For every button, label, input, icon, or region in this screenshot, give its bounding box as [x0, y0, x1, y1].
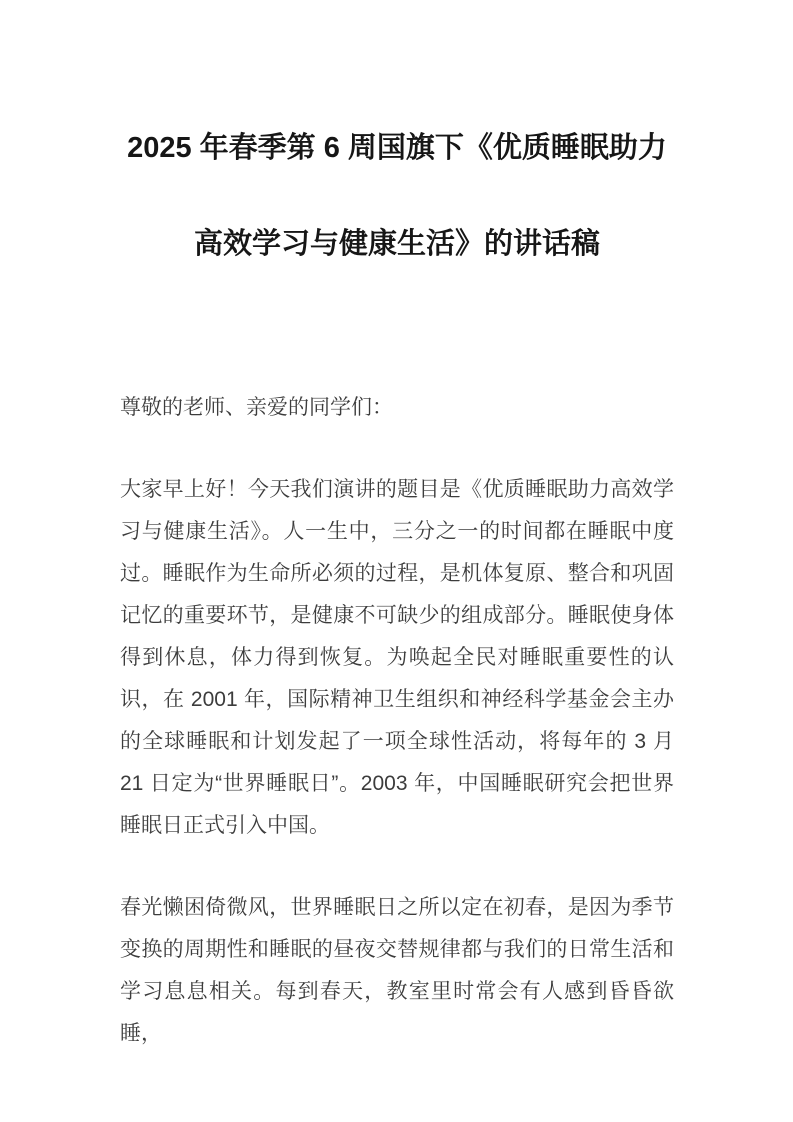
body-paragraph-2: 春光懒困倚微风，世界睡眠日之所以定在初春，是因为季节变换的周期性和睡眠的昼夜交替规律都与我们的日常生活和学习息息相关。每到春天，教室里时常会有人感到昏昏欲睡， — [120, 896, 674, 1045]
document-body — [0, 387, 793, 1055]
salutation-paragraph: 尊敬的老师、亲爱的同学们： — [120, 396, 393, 419]
document-title — [0, 100, 793, 292]
title-line-1: 2025 年春季第 6 周国旗下《优质睡眠助力 — [127, 132, 667, 164]
body-paragraph-1: 大家早上好！今天我们演讲的题目是《优质睡眠助力高效学习与健康生活》。人一生中，三分之一的时间都在睡眠中度过。睡眠作为生命所必须的过程，是机体复原、整合和巩固记忆的重要环节，是健康不可缺少的组成部分。睡眠使身体得到休息，体力得到恢复。为唤起全民对睡眠重要性的认识，在 2001 年，国际精神卫生组织和神经科学基金会主办的全球睡眠和计划发起了一项全球性活动，将每年的 3 月 21 日定为“世界睡眠日”。2003 年，中国睡眠研究会把世界睡眠日正式引入中国。 — [120, 478, 674, 837]
title-line-2: 高效学习与健康生活》的讲话稿 — [193, 228, 600, 260]
